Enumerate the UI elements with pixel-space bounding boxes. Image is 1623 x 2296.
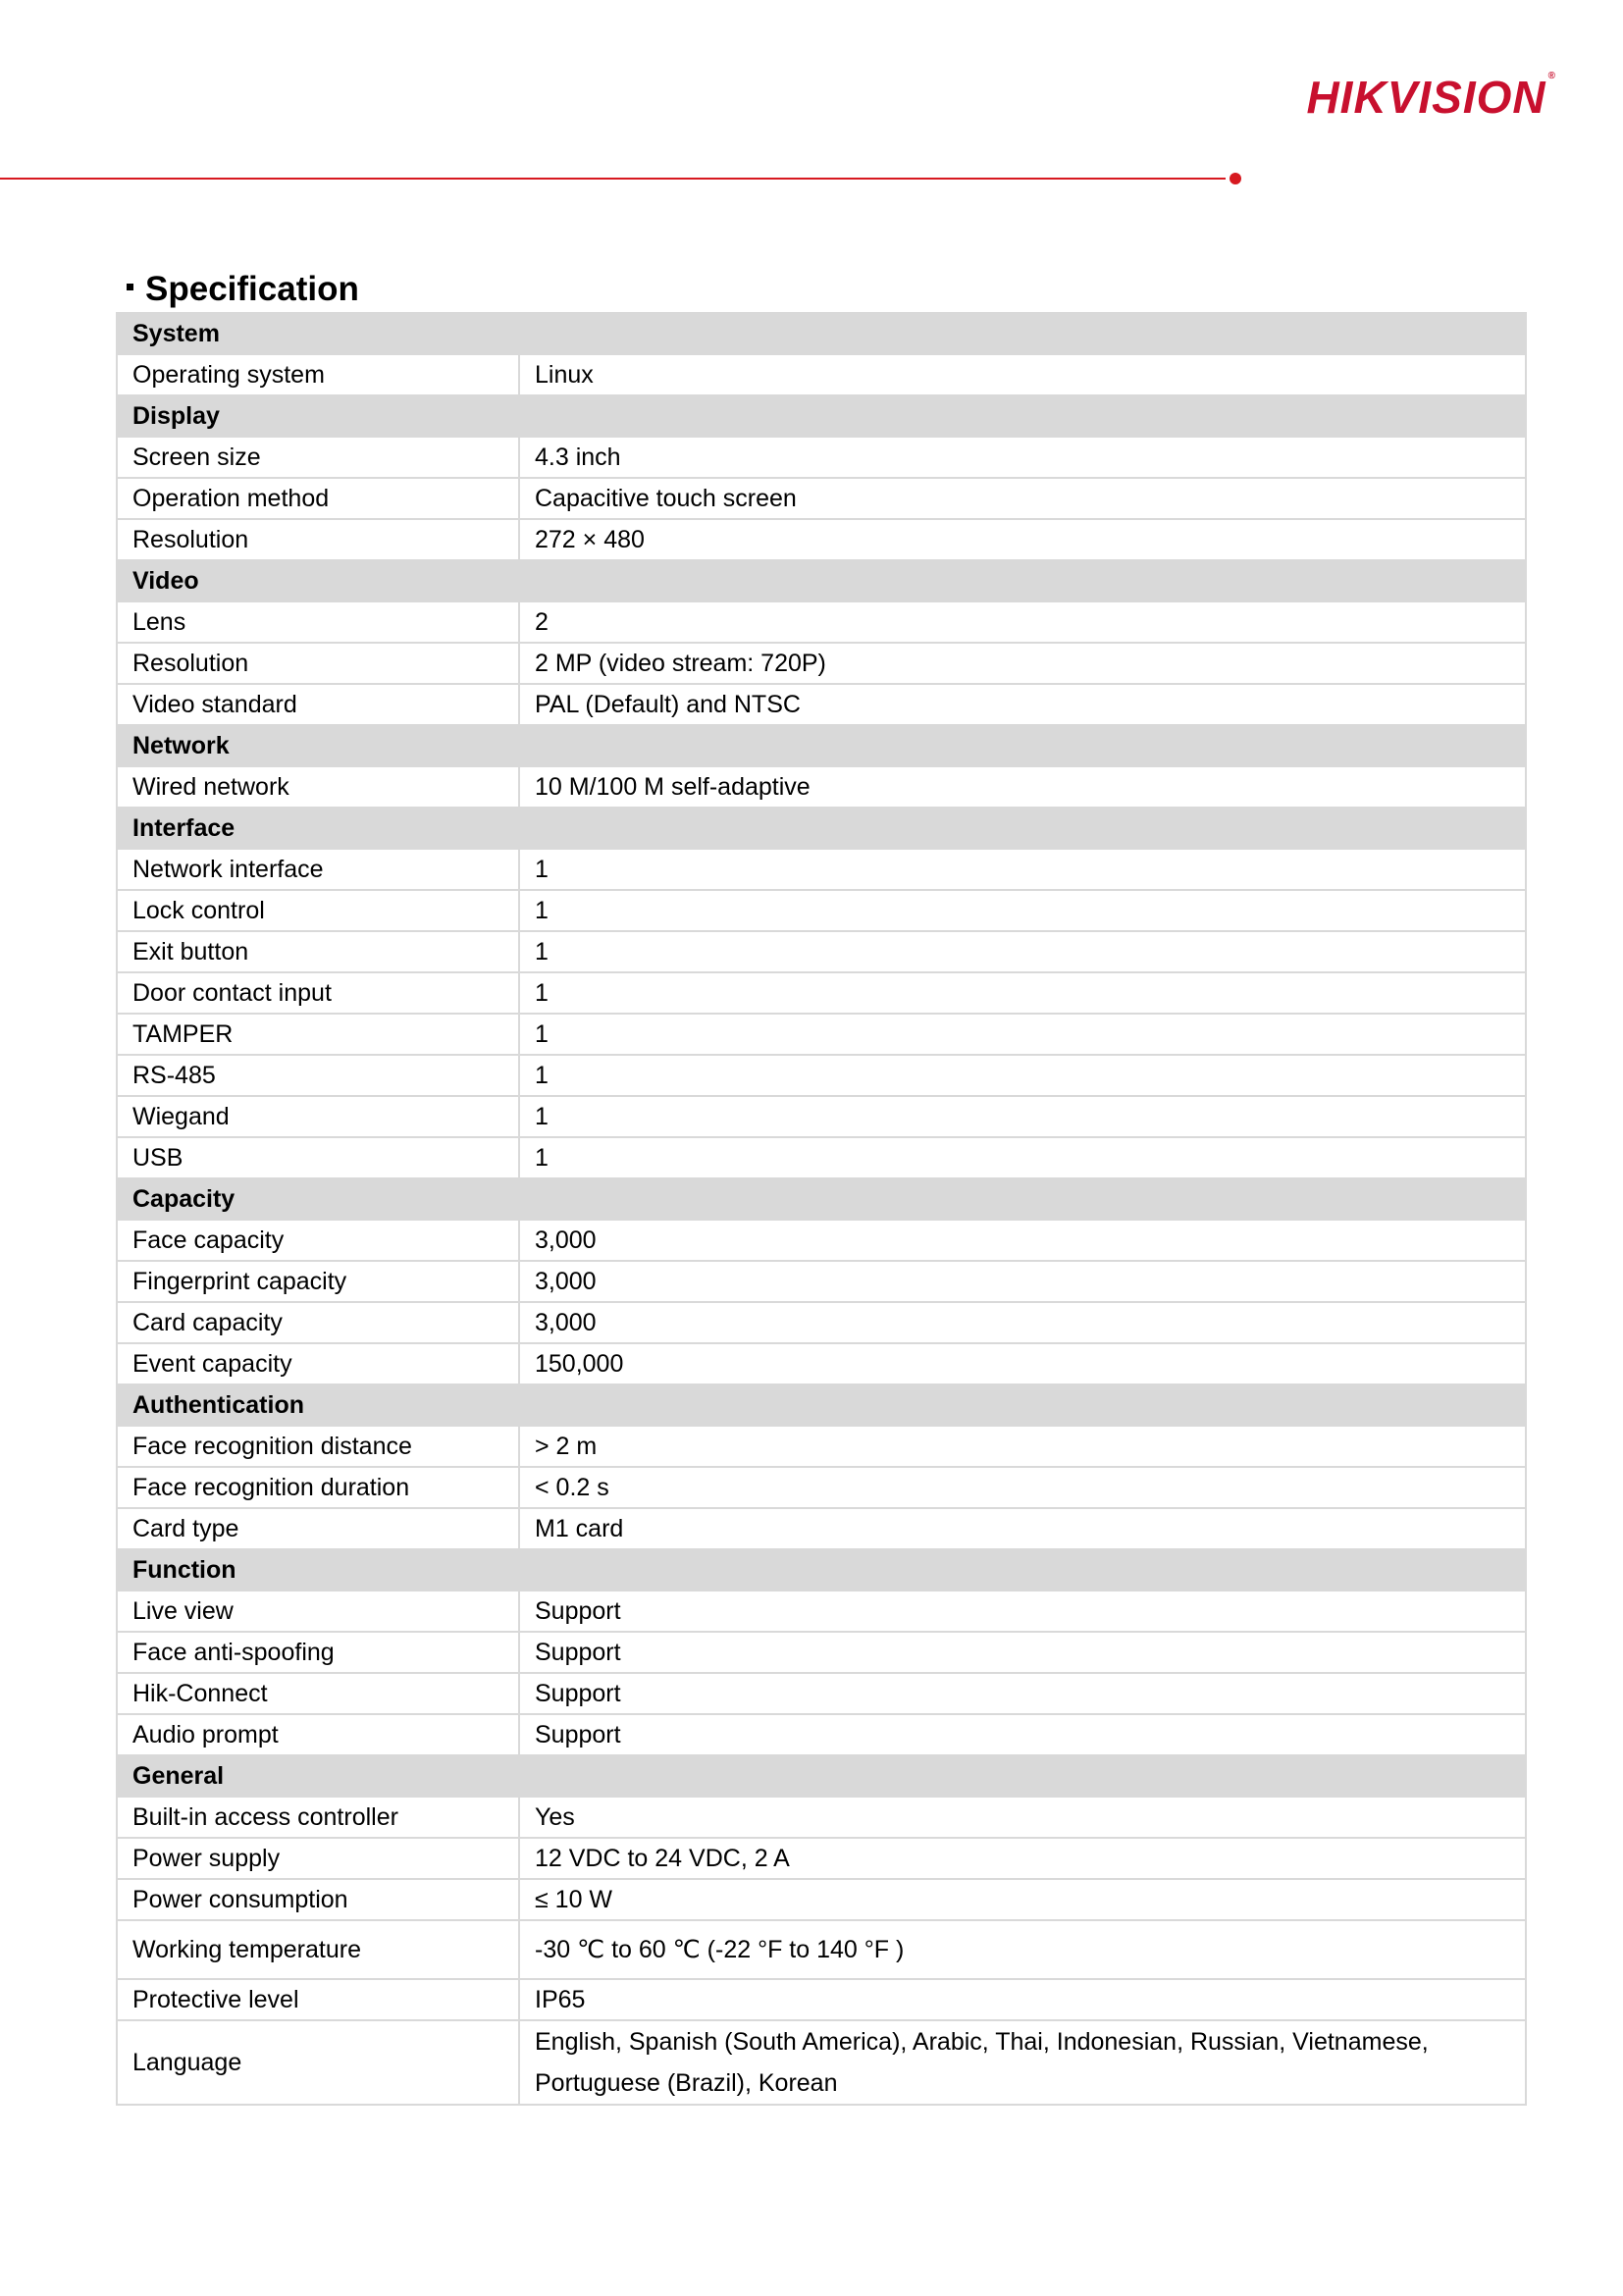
spec-row	[117, 1508, 1526, 1549]
spec-row	[117, 354, 1526, 395]
header-rule	[0, 178, 1226, 180]
spec-label: Resolution	[117, 643, 519, 684]
spec-label: Face recognition duration	[117, 1467, 519, 1508]
spec-value: 2	[519, 601, 1526, 643]
spec-value: Support	[519, 1632, 1526, 1673]
spec-label: Face anti-spoofing	[117, 1632, 519, 1673]
spec-value: 272 × 480	[519, 519, 1526, 560]
spec-row	[117, 1220, 1526, 1261]
brand-logo-vision: VISION	[1387, 72, 1546, 123]
spec-label: Network interface	[117, 849, 519, 890]
section-row	[117, 395, 1526, 437]
spec-row	[117, 849, 1526, 890]
spec-label: Wiegand	[117, 1096, 519, 1137]
spec-value: ≤ 10 W	[519, 1879, 1526, 1920]
spec-row	[117, 1673, 1526, 1714]
spec-row	[117, 1261, 1526, 1302]
spec-row	[117, 1014, 1526, 1055]
spec-value: IP65	[519, 1979, 1526, 2020]
spec-row	[117, 1979, 1526, 2020]
spec-value: Linux	[519, 354, 1526, 395]
spec-value: Support	[519, 1714, 1526, 1755]
spec-value: 3,000	[519, 1261, 1526, 1302]
spec-label: Face recognition distance	[117, 1426, 519, 1467]
spec-label: Audio prompt	[117, 1714, 519, 1755]
spec-label: Resolution	[117, 519, 519, 560]
spec-label: Lock control	[117, 890, 519, 931]
spec-value: 4.3 inch	[519, 437, 1526, 478]
spec-row	[117, 643, 1526, 684]
spec-label: Fingerprint capacity	[117, 1261, 519, 1302]
spec-row	[117, 1343, 1526, 1384]
spec-label: Protective level	[117, 1979, 519, 2020]
spec-label: Working temperature	[117, 1920, 519, 1979]
spec-value: 2 MP (video stream: 720P)	[519, 643, 1526, 684]
spec-value: 3,000	[519, 1220, 1526, 1261]
header-rule-dot	[1230, 173, 1241, 184]
spec-row	[117, 1055, 1526, 1096]
spec-label: Power consumption	[117, 1879, 519, 1920]
spec-value: 12 VDC to 24 VDC, 2 A	[519, 1838, 1526, 1879]
page-title	[127, 268, 359, 311]
spec-row	[117, 1426, 1526, 1467]
spec-label: Power supply	[117, 1838, 519, 1879]
spec-row	[117, 519, 1526, 560]
spec-label: Exit button	[117, 931, 519, 972]
spec-row	[117, 766, 1526, 808]
spec-row	[117, 2020, 1526, 2105]
spec-table-body	[117, 313, 1526, 2105]
spec-value: 1	[519, 972, 1526, 1014]
spec-label: TAMPER	[117, 1014, 519, 1055]
spec-value: English, Spanish (South America), Arabic, Thai, Indonesian, Russian, Vietnamese, Portuguese (Brazil), Korean	[519, 2020, 1526, 2105]
brand-logo	[1306, 71, 1556, 124]
section-row	[117, 1178, 1526, 1220]
spec-label: Card capacity	[117, 1302, 519, 1343]
spec-label: Hik-Connect	[117, 1673, 519, 1714]
section-heading: Display	[117, 395, 1526, 437]
section-heading: Video	[117, 560, 1526, 601]
section-row	[117, 560, 1526, 601]
section-row	[117, 313, 1526, 354]
spec-row	[117, 1591, 1526, 1632]
spec-label: Door contact input	[117, 972, 519, 1014]
spec-label: RS-485	[117, 1055, 519, 1096]
spec-value: 3,000	[519, 1302, 1526, 1343]
spec-row	[117, 1879, 1526, 1920]
spec-row	[117, 437, 1526, 478]
spec-label: Lens	[117, 601, 519, 643]
spec-table	[116, 312, 1527, 2106]
spec-label: Event capacity	[117, 1343, 519, 1384]
section-heading: Capacity	[117, 1178, 1526, 1220]
spec-label: Operation method	[117, 478, 519, 519]
spec-row	[117, 972, 1526, 1014]
spec-label: Operating system	[117, 354, 519, 395]
section-heading: Interface	[117, 808, 1526, 849]
spec-value: Support	[519, 1673, 1526, 1714]
spec-row	[117, 1838, 1526, 1879]
spec-value: Support	[519, 1591, 1526, 1632]
spec-value: 1	[519, 1055, 1526, 1096]
spec-value: Capacitive touch screen	[519, 478, 1526, 519]
spec-value: 1	[519, 890, 1526, 931]
section-heading: Network	[117, 725, 1526, 766]
spec-value: Yes	[519, 1797, 1526, 1838]
section-heading: Authentication	[117, 1384, 1526, 1426]
spec-value: > 2 m	[519, 1426, 1526, 1467]
section-row	[117, 725, 1526, 766]
spec-row	[117, 1467, 1526, 1508]
title-bullet	[127, 284, 133, 290]
section-row	[117, 1549, 1526, 1591]
spec-label: Card type	[117, 1508, 519, 1549]
spec-value: -30 ℃ to 60 ℃ (-22 °F to 140 °F )	[519, 1920, 1526, 1979]
spec-label: Built-in access controller	[117, 1797, 519, 1838]
spec-value: < 0.2 s	[519, 1467, 1526, 1508]
section-heading: Function	[117, 1549, 1526, 1591]
spec-row	[117, 1096, 1526, 1137]
page-title-text: Specification	[145, 270, 359, 308]
spec-value: 10 M/100 M self-adaptive	[519, 766, 1526, 808]
brand-logo-hik: HIK	[1306, 72, 1387, 123]
spec-value: 1	[519, 849, 1526, 890]
spec-row	[117, 478, 1526, 519]
spec-value: 150,000	[519, 1343, 1526, 1384]
section-heading: General	[117, 1755, 1526, 1797]
spec-row	[117, 1302, 1526, 1343]
section-row	[117, 1755, 1526, 1797]
spec-value: 1	[519, 1014, 1526, 1055]
spec-label: Video standard	[117, 684, 519, 725]
spec-row	[117, 931, 1526, 972]
section-heading: System	[117, 313, 1526, 354]
spec-value: M1 card	[519, 1508, 1526, 1549]
spec-label: Wired network	[117, 766, 519, 808]
spec-label: Screen size	[117, 437, 519, 478]
spec-value: PAL (Default) and NTSC	[519, 684, 1526, 725]
section-row	[117, 808, 1526, 849]
spec-row	[117, 1137, 1526, 1178]
spec-label: Language	[117, 2020, 519, 2105]
spec-label: Face capacity	[117, 1220, 519, 1261]
spec-label: USB	[117, 1137, 519, 1178]
spec-row	[117, 1797, 1526, 1838]
spec-row	[117, 684, 1526, 725]
spec-value: 1	[519, 1137, 1526, 1178]
spec-value: 1	[519, 931, 1526, 972]
spec-label: Live view	[117, 1591, 519, 1632]
spec-value: 1	[519, 1096, 1526, 1137]
section-row	[117, 1384, 1526, 1426]
spec-row	[117, 1632, 1526, 1673]
spec-row	[117, 1920, 1526, 1979]
spec-row	[117, 601, 1526, 643]
spec-row	[117, 890, 1526, 931]
spec-row	[117, 1714, 1526, 1755]
registered-mark: ®	[1547, 71, 1556, 81]
